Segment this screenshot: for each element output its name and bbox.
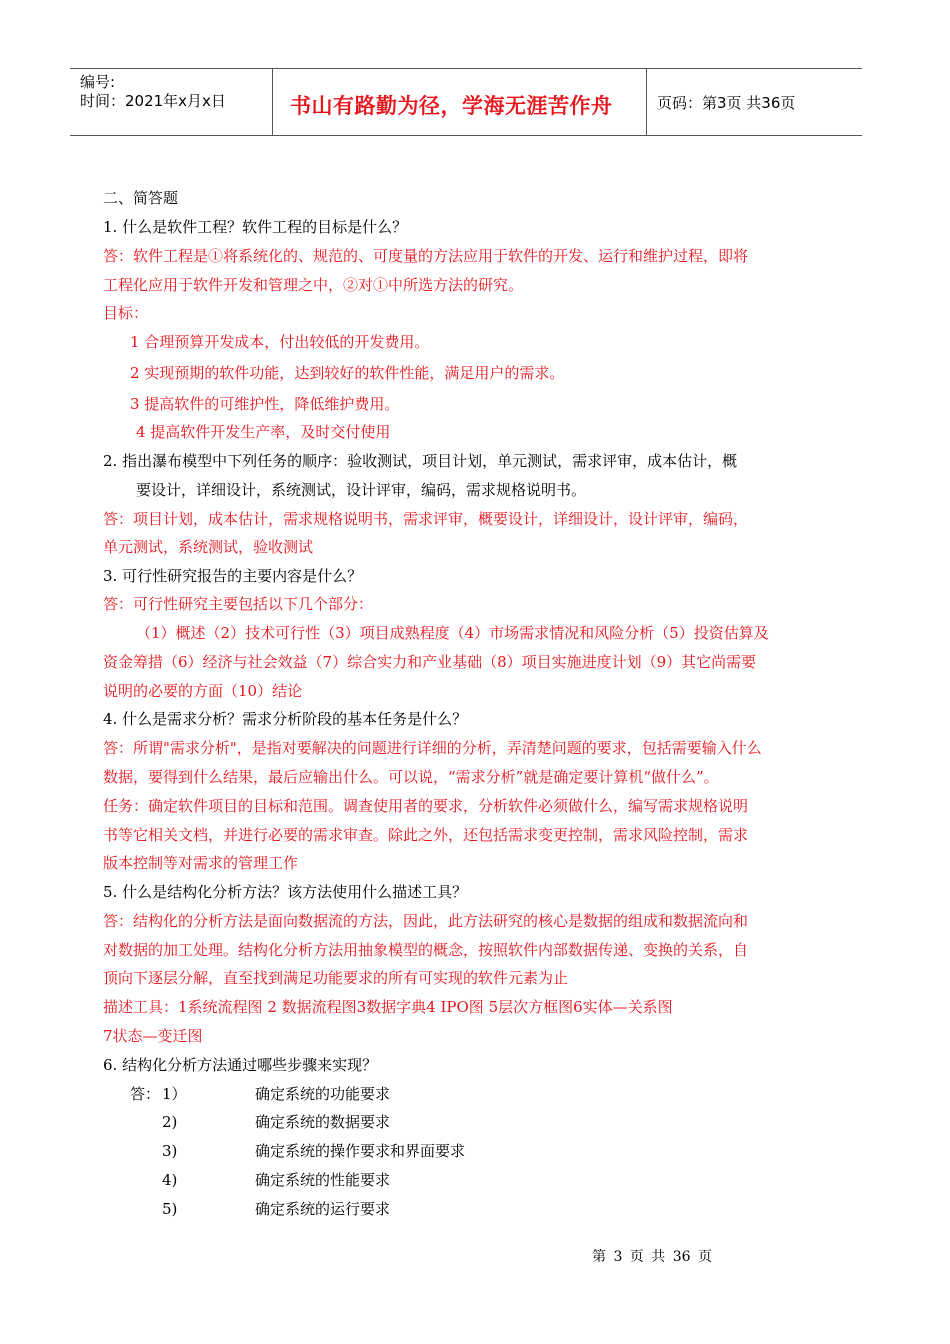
step-5-text: 确定系统的运行要求 [255, 1200, 391, 1218]
line-goal-2: 2 实现预期的软件功能，达到较好的软件性能，满足用户的需求。 [130, 364, 565, 382]
line-a3-2: （1）概述（2）技术可行性（3）项目成熟程度（4）市场需求情况和风险分析（5）投资估算及 [136, 624, 769, 642]
step-4-num: 4) [162, 1171, 178, 1189]
line-a4-4: 书等它相关文档，并进行必要的需求审查。除此之外，还包括需求变更控制，需求风险控制，需求 [103, 826, 749, 844]
line-a5-3: 顶向下逐层分解，直至找到满足功能要求的所有可实现的软件元素为止 [103, 969, 569, 987]
header-top-border [70, 68, 862, 69]
step-2-text: 确定系统的数据要求 [255, 1113, 391, 1131]
page-footer: 第 3 页 共 36 页 [592, 1249, 712, 1265]
section-title: 二、简答题 [103, 189, 179, 207]
line-a5-1: 答：结构化的分析方法是面向数据流的方法，因此，此方法研究的核心是数据的组成和数据流向和 [103, 912, 749, 930]
line-q2-2: 要设计，详细设计，系统测试，设计评审，编码，需求规格说明书。 [136, 481, 587, 499]
line-a5-tools: 描述工具：1系统流程图 2 数据流程图3数据字典4 IPO图 5层次方框图6实体—关系图 [103, 998, 673, 1016]
step-2-num: 2) [162, 1113, 178, 1131]
line-q1: 1. 什么是软件工程？软件工程的目标是什么？ [103, 218, 408, 236]
line-a2-1: 答：项目计划，成本估计，需求规格说明书，需求评审，概要设计，详细设计，设计评审，编码， [103, 510, 749, 528]
step-1-text: 确定系统的功能要求 [255, 1085, 391, 1103]
line-q5: 5. 什么是结构化分析方法？该方法使用什么描述工具？ [103, 883, 468, 901]
line-a5-tools-2: 7状态—变迁图 [103, 1027, 203, 1045]
line-goal-1: 1 合理预算开发成本，付出较低的开发费用。 [130, 333, 430, 351]
step-3-num: 3) [162, 1142, 178, 1160]
line-a2-2: 单元测试，系统测试，验收测试 [103, 538, 314, 556]
line-q2-1: 2. 指出瀑布模型中下列任务的顺序：验收测试，项目计划，单元测试，需求评审，成本估计，概 [103, 452, 738, 470]
step-4-text: 确定系统的性能要求 [255, 1171, 391, 1189]
header-number-label: 编号: [80, 73, 116, 91]
line-a4-1: 答：所谓"需求分析"，是指对要解决的问题进行详细的分析，弄清楚问题的要求，包括需要输入什么 [103, 739, 762, 757]
header-page-label: 页码：第3页 共36页 [657, 94, 796, 112]
line-q6: 6. 结构化分析方法通过哪些步骤来实现？ [103, 1056, 378, 1074]
line-goal-4: 4 提高软件开发生产率，及时交付使用 [136, 423, 391, 441]
step-5-num: 5) [162, 1200, 178, 1218]
line-a4-3: 任务：确定软件项目的目标和范围。调查使用者的要求，分析软件必须做什么，编写需求规格说明 [103, 797, 749, 815]
line-a3-4: 说明的必要的方面（10）结论 [103, 682, 303, 700]
line-a1-1: 答：软件工程是①将系统化的、规范的、可度量的方法应用于软件的开发、运行和维护过程，即将 [103, 247, 749, 265]
header-time-label: 时间：2021年x月x日 [80, 92, 226, 110]
header-bottom-border [70, 135, 862, 136]
header-divider-left [272, 68, 273, 136]
step-3-text: 确定系统的操作要求和界面要求 [255, 1142, 466, 1160]
line-goal-3: 3 提高软件的可维护性，降低维护费用。 [130, 395, 400, 413]
line-q3: 3. 可行性研究报告的主要内容是什么？ [103, 567, 363, 585]
line-a4-5: 版本控制等对需求的管理工作 [103, 854, 299, 872]
line-a1-2: 工程化应用于软件开发和管理之中，②对①中所选方法的研究。 [103, 276, 524, 294]
line-q4: 4. 什么是需求分析？需求分析阶段的基本任务是什么？ [103, 710, 468, 728]
line-a5-2: 对数据的加工处理。结构化分析方法用抽象模型的概念，按照软件内部数据传递、变换的关系，自 [103, 941, 749, 959]
steps-prefix: 答： [130, 1085, 161, 1103]
header-divider-right [646, 68, 647, 136]
step-1-num: 1） [162, 1085, 187, 1103]
line-a3-1: 答：可行性研究主要包括以下几个部分： [103, 595, 374, 613]
line-a4-2: 数据，要得到什么结果，最后应输出什么。可以说，“需求分析”就是确定要计算机“做什么”。 [103, 768, 719, 786]
header-motto: 书山有路勤为径，学海无涯苦作舟 [290, 94, 613, 118]
line-goal-label: 目标： [103, 304, 149, 322]
line-a3-3: 资金筹措（6）经济与社会效益（7）综合实力和产业基础（8）项目实施进度计划（9）其它尚需要 [103, 653, 757, 671]
